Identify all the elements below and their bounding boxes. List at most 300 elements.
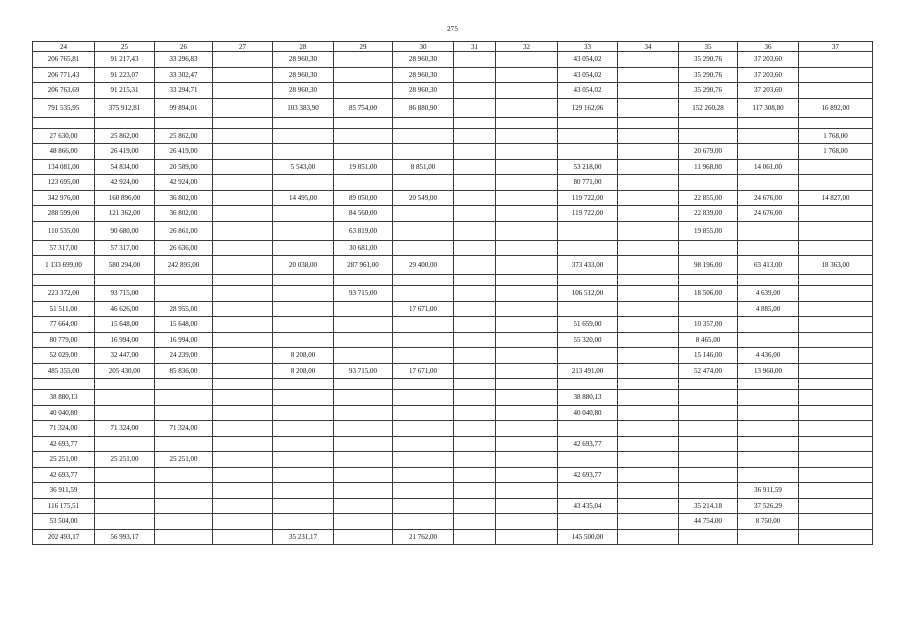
table-cell <box>273 128 334 144</box>
table-cell <box>799 206 873 222</box>
table-cell: 98 196,00 <box>679 256 738 275</box>
table-cell <box>496 467 558 483</box>
table-cell <box>618 405 679 421</box>
table-cell <box>738 379 799 390</box>
table-row <box>33 240 873 256</box>
table-cell: 43 054,02 <box>558 67 618 83</box>
table-cell: 28 960,30 <box>273 67 334 83</box>
table-cell <box>334 405 393 421</box>
table-cell <box>496 128 558 144</box>
table-cell <box>799 286 873 302</box>
table-cell <box>454 436 496 452</box>
table-cell: 93 715,00 <box>334 286 393 302</box>
table-cell <box>454 275 496 286</box>
table-cell <box>155 117 213 128</box>
table-cell <box>454 390 496 406</box>
table-cell <box>618 363 679 379</box>
table-cell <box>496 363 558 379</box>
table-row <box>33 175 873 191</box>
table-cell <box>799 436 873 452</box>
table-cell: 25 251,00 <box>155 452 213 468</box>
table-cell <box>738 240 799 256</box>
table-cell: 4 639,00 <box>738 286 799 302</box>
table-cell <box>679 529 738 545</box>
table-cell <box>334 117 393 128</box>
table-cell <box>393 206 454 222</box>
table-row <box>33 483 873 499</box>
table-cell <box>496 286 558 302</box>
table-cell <box>679 421 738 437</box>
table-cell <box>334 483 393 499</box>
column-header: 26 <box>155 42 213 52</box>
table-cell <box>496 67 558 83</box>
table-cell <box>454 286 496 302</box>
table-cell: 1 133 699,00 <box>33 256 95 275</box>
table-cell: 99 894,01 <box>155 98 213 117</box>
table-cell <box>454 175 496 191</box>
table-cell <box>496 405 558 421</box>
table-cell: 33 302,47 <box>155 67 213 83</box>
table-cell <box>558 348 618 364</box>
table-cell: 375 912,81 <box>95 98 155 117</box>
table-cell: 14 495,00 <box>273 190 334 206</box>
table-cell <box>273 275 334 286</box>
table-cell <box>33 275 95 286</box>
table-cell <box>155 529 213 545</box>
table-row <box>33 256 873 275</box>
table-cell: 21 762,00 <box>393 529 454 545</box>
table-cell: 93 715,00 <box>95 286 155 302</box>
table-cell <box>334 421 393 437</box>
table-cell: 116 175,51 <box>33 498 95 514</box>
table-cell: 37 203,60 <box>738 67 799 83</box>
table-cell: 91 215,31 <box>95 83 155 99</box>
table-cell: 8 851,00 <box>393 159 454 175</box>
table-cell <box>454 498 496 514</box>
table-row <box>33 83 873 99</box>
table-cell <box>393 221 454 240</box>
table-cell <box>334 301 393 317</box>
table-cell <box>618 221 679 240</box>
table-cell <box>273 405 334 421</box>
table-cell <box>618 128 679 144</box>
table-cell: 37 203,60 <box>738 52 799 68</box>
table-cell <box>618 317 679 333</box>
ledger-body <box>33 52 873 545</box>
table-cell: 63 413,00 <box>738 256 799 275</box>
table-row <box>33 128 873 144</box>
table-cell: 152 260,28 <box>679 98 738 117</box>
table-cell <box>738 332 799 348</box>
table-cell: 35 290,76 <box>679 67 738 83</box>
table-cell: 4 885,00 <box>738 301 799 317</box>
table-cell <box>496 175 558 191</box>
table-cell: 85 836,00 <box>155 363 213 379</box>
table-cell: 26 861,00 <box>155 221 213 240</box>
table-cell <box>393 421 454 437</box>
table-cell <box>496 348 558 364</box>
table-cell <box>738 390 799 406</box>
table-cell: 129 162,06 <box>558 98 618 117</box>
table-cell: 85 754,00 <box>334 98 393 117</box>
table-cell: 18 506,00 <box>679 286 738 302</box>
table-row <box>33 529 873 545</box>
table-cell <box>393 117 454 128</box>
table-cell <box>95 514 155 530</box>
table-cell <box>558 483 618 499</box>
table-cell <box>213 405 273 421</box>
table-cell: 119 722,00 <box>558 206 618 222</box>
table-cell: 16 892,00 <box>799 98 873 117</box>
table-cell <box>738 405 799 421</box>
table-cell <box>213 363 273 379</box>
table-cell: 20 038,00 <box>273 256 334 275</box>
column-header: 32 <box>496 42 558 52</box>
table-cell <box>213 332 273 348</box>
table-cell <box>496 452 558 468</box>
table-cell: 15 648,00 <box>155 317 213 333</box>
table-cell <box>213 514 273 530</box>
table-cell <box>334 175 393 191</box>
table-cell <box>334 128 393 144</box>
table-cell: 55 320,00 <box>558 332 618 348</box>
table-cell: 373 433,00 <box>558 256 618 275</box>
table-cell <box>618 301 679 317</box>
table-row <box>33 436 873 452</box>
table-cell <box>618 421 679 437</box>
table-cell <box>213 256 273 275</box>
table-cell: 29 400,00 <box>393 256 454 275</box>
table-cell: 28 955,00 <box>155 301 213 317</box>
table-cell <box>454 67 496 83</box>
table-cell <box>799 240 873 256</box>
table-cell: 160 896,00 <box>95 190 155 206</box>
table-cell <box>454 128 496 144</box>
table-cell <box>213 317 273 333</box>
table-cell <box>496 498 558 514</box>
table-cell <box>738 275 799 286</box>
table-cell <box>454 98 496 117</box>
table-cell <box>738 175 799 191</box>
table-cell <box>738 117 799 128</box>
table-cell <box>273 436 334 452</box>
section-spacer-row <box>33 117 873 128</box>
table-cell <box>273 514 334 530</box>
table-row <box>33 498 873 514</box>
table-row <box>33 98 873 117</box>
table-cell <box>558 421 618 437</box>
section-spacer-row <box>33 275 873 286</box>
table-cell <box>273 317 334 333</box>
table-cell <box>454 317 496 333</box>
table-cell <box>679 405 738 421</box>
table-cell: 17 671,00 <box>393 301 454 317</box>
table-cell <box>334 348 393 364</box>
table-cell <box>618 98 679 117</box>
table-cell: 5 543,00 <box>273 159 334 175</box>
table-cell <box>334 144 393 160</box>
table-cell: 8 750,00 <box>738 514 799 530</box>
table-cell <box>213 117 273 128</box>
table-cell <box>799 514 873 530</box>
table-cell <box>155 286 213 302</box>
table-cell <box>558 452 618 468</box>
table-cell: 121 362,00 <box>95 206 155 222</box>
table-cell <box>454 190 496 206</box>
table-cell <box>334 390 393 406</box>
table-cell <box>558 128 618 144</box>
table-cell <box>454 421 496 437</box>
table-cell <box>454 452 496 468</box>
table-cell: 110 535,00 <box>33 221 95 240</box>
table-cell <box>454 332 496 348</box>
table-cell: 1 768,00 <box>799 144 873 160</box>
table-row <box>33 206 873 222</box>
table-cell <box>496 206 558 222</box>
table-cell: 51 511,00 <box>33 301 95 317</box>
table-row <box>33 301 873 317</box>
column-header: 33 <box>558 42 618 52</box>
table-cell: 28 960,30 <box>273 52 334 68</box>
table-cell: 106 512,00 <box>558 286 618 302</box>
table-cell <box>273 390 334 406</box>
table-cell: 42 693,77 <box>558 467 618 483</box>
table-row <box>33 52 873 68</box>
table-row <box>33 221 873 240</box>
table-cell: 15 648,00 <box>95 317 155 333</box>
table-cell <box>155 390 213 406</box>
table-cell <box>155 498 213 514</box>
table-cell: 44 754,00 <box>679 514 738 530</box>
table-cell: 580 294,00 <box>95 256 155 275</box>
table-cell <box>334 83 393 99</box>
table-cell <box>95 379 155 390</box>
table-cell <box>334 467 393 483</box>
table-cell <box>213 206 273 222</box>
table-cell <box>618 514 679 530</box>
table-cell <box>799 275 873 286</box>
table-cell <box>213 67 273 83</box>
table-cell <box>496 144 558 160</box>
table-cell <box>799 317 873 333</box>
table-row <box>33 317 873 333</box>
table-cell <box>393 144 454 160</box>
table-cell <box>273 221 334 240</box>
table-cell <box>618 286 679 302</box>
table-cell: 123 695,00 <box>33 175 95 191</box>
table-cell: 26 636,00 <box>155 240 213 256</box>
table-cell <box>799 379 873 390</box>
table-cell <box>155 436 213 452</box>
table-cell: 71 324,00 <box>95 421 155 437</box>
table-cell: 19 855,00 <box>679 221 738 240</box>
table-cell <box>558 221 618 240</box>
table-cell: 19 851,00 <box>334 159 393 175</box>
table-cell <box>213 483 273 499</box>
table-cell <box>799 467 873 483</box>
table-cell: 36 911,59 <box>738 483 799 499</box>
table-cell: 37 203,60 <box>738 83 799 99</box>
table-cell <box>393 286 454 302</box>
table-cell <box>334 67 393 83</box>
table-cell: 8 208,00 <box>273 363 334 379</box>
table-cell <box>618 379 679 390</box>
table-cell <box>618 67 679 83</box>
table-row <box>33 286 873 302</box>
table-cell <box>618 529 679 545</box>
table-cell <box>33 379 95 390</box>
table-cell <box>454 529 496 545</box>
table-cell <box>496 529 558 545</box>
table-cell <box>799 301 873 317</box>
table-cell: 36 911,59 <box>33 483 95 499</box>
table-cell <box>454 301 496 317</box>
column-header: 35 <box>679 42 738 52</box>
column-header: 31 <box>454 42 496 52</box>
table-row <box>33 67 873 83</box>
table-cell: 53 218,00 <box>558 159 618 175</box>
table-cell: 10 357,00 <box>679 317 738 333</box>
column-header: 34 <box>618 42 679 52</box>
table-cell <box>496 83 558 99</box>
table-cell <box>799 529 873 545</box>
table-cell <box>558 514 618 530</box>
table-cell: 84 560,00 <box>334 206 393 222</box>
table-cell <box>679 175 738 191</box>
table-cell <box>393 379 454 390</box>
table-cell: 42 693,77 <box>33 436 95 452</box>
table-cell <box>618 256 679 275</box>
table-cell <box>496 301 558 317</box>
table-cell <box>496 514 558 530</box>
table-cell: 89 050,00 <box>334 190 393 206</box>
table-cell <box>799 405 873 421</box>
table-cell <box>454 363 496 379</box>
table-cell <box>273 144 334 160</box>
table-cell <box>496 390 558 406</box>
table-cell <box>454 83 496 99</box>
column-header: 36 <box>738 42 799 52</box>
table-cell <box>496 379 558 390</box>
table-cell <box>799 175 873 191</box>
table-cell <box>393 436 454 452</box>
table-cell <box>679 390 738 406</box>
table-cell <box>95 405 155 421</box>
table-cell <box>213 128 273 144</box>
table-cell <box>454 240 496 256</box>
column-header: 28 <box>273 42 334 52</box>
table-cell: 25 251,00 <box>33 452 95 468</box>
table-cell <box>273 498 334 514</box>
table-cell: 42 693,77 <box>558 436 618 452</box>
section-spacer-row <box>33 379 873 390</box>
table-cell: 51 659,00 <box>558 317 618 333</box>
table-cell <box>454 256 496 275</box>
table-row <box>33 332 873 348</box>
table-cell <box>393 483 454 499</box>
table-cell <box>213 529 273 545</box>
table-cell: 52 474,00 <box>679 363 738 379</box>
table-cell <box>738 436 799 452</box>
table-cell: 16 994,00 <box>155 332 213 348</box>
table-cell <box>454 159 496 175</box>
table-cell <box>454 348 496 364</box>
table-cell <box>273 452 334 468</box>
table-cell <box>496 240 558 256</box>
table-cell <box>213 379 273 390</box>
table-cell <box>155 405 213 421</box>
table-cell <box>618 159 679 175</box>
table-cell: 35 214,18 <box>679 498 738 514</box>
table-row <box>33 144 873 160</box>
table-cell <box>738 452 799 468</box>
table-cell <box>496 190 558 206</box>
table-cell <box>454 52 496 68</box>
table-cell <box>496 52 558 68</box>
table-cell <box>273 117 334 128</box>
table-cell <box>95 498 155 514</box>
table-cell: 22 839,00 <box>679 206 738 222</box>
table-cell <box>496 221 558 240</box>
table-cell <box>393 467 454 483</box>
table-cell <box>799 159 873 175</box>
table-cell: 28 960,30 <box>273 83 334 99</box>
table-cell <box>679 128 738 144</box>
table-cell <box>273 467 334 483</box>
table-cell: 28 960,30 <box>393 67 454 83</box>
table-cell <box>454 117 496 128</box>
table-cell <box>213 452 273 468</box>
table-cell: 42 693,77 <box>33 467 95 483</box>
column-header: 24 <box>33 42 95 52</box>
table-cell: 52 029,00 <box>33 348 95 364</box>
table-cell <box>679 117 738 128</box>
table-cell <box>738 317 799 333</box>
table-cell: 20 549,00 <box>393 190 454 206</box>
table-cell <box>496 159 558 175</box>
table-cell <box>618 190 679 206</box>
table-cell: 46 626,00 <box>95 301 155 317</box>
table-cell: 24 676,00 <box>738 206 799 222</box>
table-cell <box>213 498 273 514</box>
table-cell <box>155 467 213 483</box>
table-cell <box>618 175 679 191</box>
table-cell: 33 294,71 <box>155 83 213 99</box>
table-cell: 71 324,00 <box>33 421 95 437</box>
table-row <box>33 467 873 483</box>
table-cell <box>213 190 273 206</box>
table-cell <box>618 483 679 499</box>
table-cell <box>33 117 95 128</box>
table-cell <box>679 301 738 317</box>
table-cell <box>496 317 558 333</box>
table-cell: 22 855,00 <box>679 190 738 206</box>
table-cell <box>618 436 679 452</box>
table-cell <box>334 379 393 390</box>
table-cell <box>496 98 558 117</box>
table-cell <box>273 379 334 390</box>
table-cell <box>334 436 393 452</box>
table-cell <box>213 175 273 191</box>
table-cell <box>273 421 334 437</box>
table-cell: 24 676,00 <box>738 190 799 206</box>
table-cell <box>618 452 679 468</box>
table-cell <box>213 83 273 99</box>
table-cell: 16 994,00 <box>95 332 155 348</box>
table-cell: 40 040,80 <box>558 405 618 421</box>
table-cell: 287 961,00 <box>334 256 393 275</box>
table-cell <box>334 332 393 348</box>
